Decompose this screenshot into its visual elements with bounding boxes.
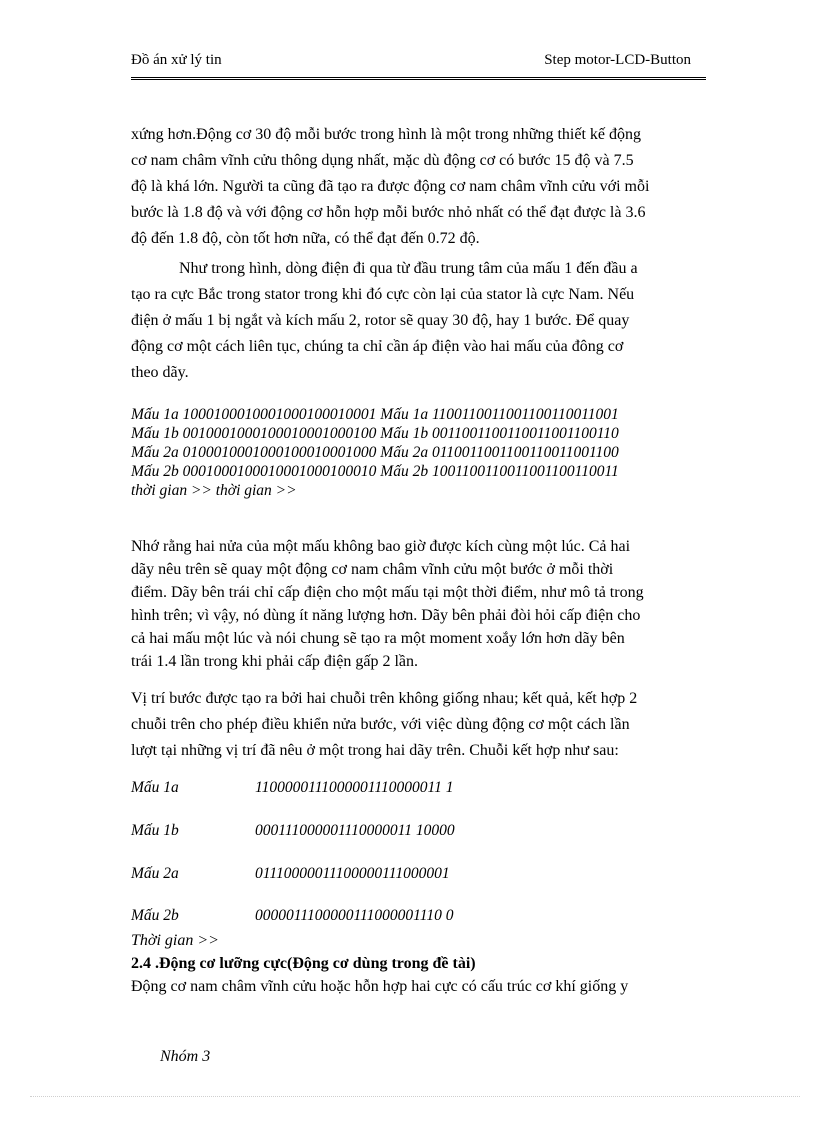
paragraph-line: cơ nam châm vĩnh cửu thông dụng nhất, mặc dù động cơ có bước 15 độ và 7.5 bbox=[131, 152, 634, 169]
coil-sequence: 000111000001110000011 10000 bbox=[255, 822, 455, 839]
coil-sequence: 1100000111000001110000011 1 bbox=[255, 779, 454, 796]
paragraph-line: lượt tại những vị trí đã nêu ở một trong hai dãy trên. Chuỗi kết hợp như sau: bbox=[131, 742, 619, 759]
sequence-line: thời gian >> thời gian >> bbox=[131, 482, 297, 499]
coil-label: Mấu 1a bbox=[131, 779, 179, 796]
header-divider bbox=[131, 77, 706, 80]
paragraph-line: dãy nêu trên sẽ quay một động cơ nam châm vĩnh cửu một bước ở mỗi thời bbox=[131, 561, 614, 578]
time-label: Thời gian >> bbox=[131, 932, 219, 949]
paragraph-line: Như trong hình, dòng điện đi qua từ đầu trung tâm của mấu 1 đến đầu a bbox=[179, 260, 638, 277]
paragraph-line: động cơ một cách liên tục, chúng ta chỉ cần áp điện vào hai mấu của đông cơ bbox=[131, 338, 624, 355]
sequence-line: Mấu 2a 0100010001000100010001000 Mấu 2a 0110011001100110011001100 bbox=[131, 444, 619, 461]
paragraph-line: Vị trí bước được tạo ra bởi hai chuỗi trên không giống nhau; kết quả, kết hợp 2 bbox=[131, 690, 638, 707]
paragraph-3 bbox=[131, 535, 706, 673]
paragraph-line: tạo ra cực Bắc trong stator trong khi đó cực còn lại của stator là cực Nam. Nếu bbox=[131, 286, 635, 303]
paragraph-line: Động cơ nam châm vĩnh cửu hoặc hỗn hợp hai cực có cấu trúc cơ khí giống y bbox=[131, 978, 629, 995]
page-footer: Nhóm 3 bbox=[160, 1048, 211, 1065]
paragraph-line: cả hai mấu một lúc và nói chung sẽ tạo ra một moment xoắy lớn hơn dãy bên bbox=[131, 630, 625, 647]
sequence-block bbox=[131, 405, 706, 500]
paragraph-line: xứng hơn.Động cơ 30 độ mỗi bước trong hình là một trong những thiết kế động bbox=[131, 126, 642, 143]
coil-label: Mấu 1b bbox=[131, 822, 179, 839]
coil-sequence: 0000011100000111000001110 0 bbox=[255, 907, 454, 924]
section-heading: 2.4 .Động cơ lưỡng cực(Động cơ dùng trong đề tài) bbox=[131, 955, 476, 972]
paragraph-4 bbox=[131, 686, 703, 764]
header-right-title: Step motor-LCD-Button bbox=[544, 52, 691, 68]
combined-sequence-row bbox=[131, 779, 631, 801]
paragraph-line: trái 1.4 lần trong khi phải cấp điện gấp 2 lần. bbox=[131, 653, 419, 670]
combined-sequence-row bbox=[131, 822, 631, 844]
coil-label: Mấu 2a bbox=[131, 865, 179, 882]
header-left-title: Đồ án xử lý tin bbox=[131, 52, 222, 68]
paragraph-1 bbox=[131, 122, 703, 252]
sequence-line: Mấu 1b 0010001000100010001000100 Mấu 1b 0011001100110011001100110 bbox=[131, 425, 619, 442]
paragraph-line: điểm. Dãy bên trái chỉ cấp điện cho một mấu tại một thời điểm, như mô tả trong bbox=[131, 584, 644, 601]
paragraph-line: Nhớ rằng hai nửa của một mấu không bao giờ được kích cùng một lúc. Cả hai bbox=[131, 538, 631, 555]
page-bottom-divider bbox=[30, 1096, 800, 1097]
coil-label: Mấu 2b bbox=[131, 907, 179, 924]
paragraph-line: bước là 1.8 độ và với động cơ hỗn hợp mỗi bước nhỏ nhất có thể đạt được là 3.6 bbox=[131, 204, 646, 221]
paragraph-line: chuỗi trên cho phép điều khiển nửa bước, với việc dùng động cơ một cách lần bbox=[131, 716, 630, 733]
sequence-line: Mấu 1a 1000100010001000100010001 Mấu 1a 1100110011001100110011001 bbox=[131, 406, 619, 423]
paragraph-line: độ là khá lớn. Người ta cũng đã tạo ra được động cơ nam châm vĩnh cửu với mỗi bbox=[131, 178, 650, 195]
paragraph-line: điện ở mấu 1 bị ngắt và kích mấu 2, rotor sẽ quay 30 độ, hay 1 bước. Để quay bbox=[131, 312, 630, 329]
coil-sequence: 01110000011100000111000001 bbox=[255, 865, 450, 882]
paragraph-line: độ đến 1.8 độ, còn tốt hơn nữa, có thể đạt đến 0.72 độ. bbox=[131, 230, 480, 247]
paragraph-2 bbox=[131, 256, 703, 386]
page-header bbox=[131, 52, 691, 74]
paragraph-line: theo dãy. bbox=[131, 364, 189, 381]
paragraph-line: hình trên; vì vậy, nó dùng ít năng lượng hơn. Dãy bên phải đòi hỏi cấp điện cho bbox=[131, 607, 641, 624]
sequence-line: Mấu 2b 0001000100010001000100010 Mấu 2b 1001100110011001100110011 bbox=[131, 463, 619, 480]
combined-sequence-row bbox=[131, 907, 631, 929]
combined-sequence-row bbox=[131, 865, 631, 887]
